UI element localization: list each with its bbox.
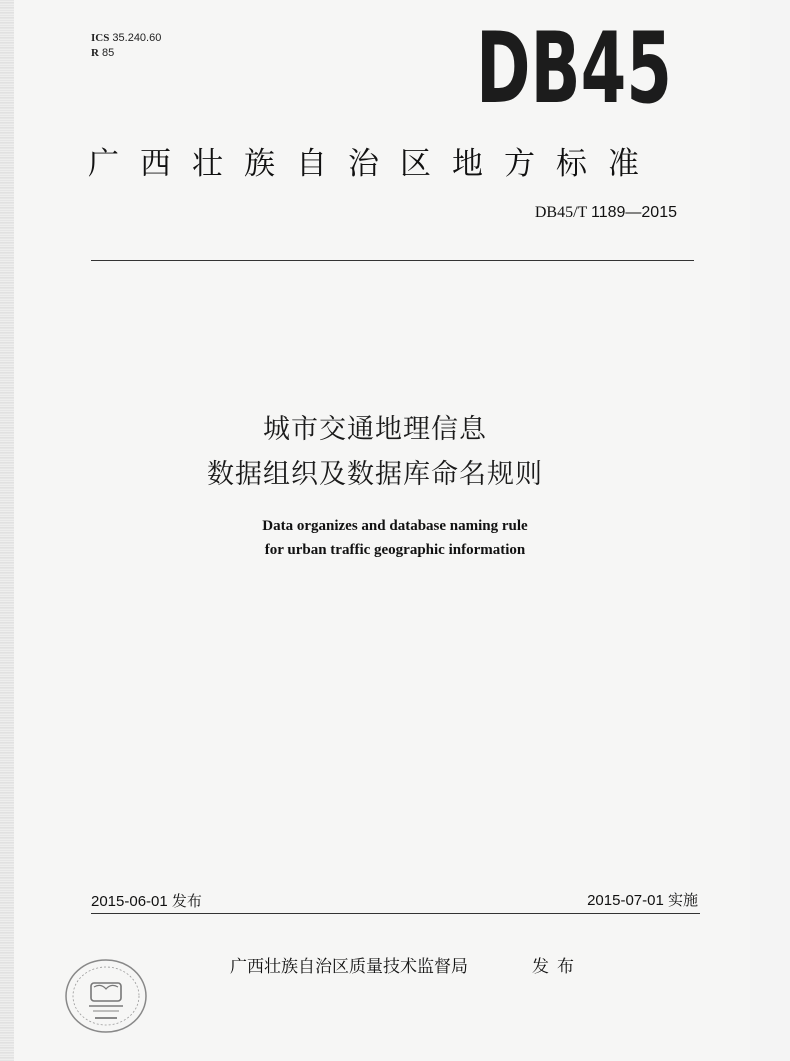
standard-number-prefix: DB45/T [534, 204, 587, 221]
issuing-authority [230, 952, 582, 977]
issuer-action: 发布 [532, 957, 582, 977]
chinese-title-line-1: 城市交通地理信息 [263, 414, 487, 445]
standard-number [535, 204, 677, 222]
implement-date-value: 2015-07-01 [587, 892, 664, 909]
publish-date-label: 发布 [171, 892, 202, 910]
implement-date [587, 889, 698, 910]
ics-code [91, 31, 161, 46]
publish-date-value: 2015-06-01 [91, 893, 168, 910]
implement-date-label: 实施 [667, 891, 698, 909]
header-divider [91, 260, 694, 261]
ics-value: 35.240.60 [112, 32, 162, 44]
db45-logo [474, 12, 674, 126]
english-title-line-1: Data organizes and database naming rule [262, 518, 528, 534]
ccs-label: R [91, 47, 99, 59]
english-title-line-2: for urban traffic geographic information [264, 542, 526, 558]
certification-seal-icon [63, 957, 149, 1035]
chinese-title-line-2: 数据组织及数据库命名规则 [207, 459, 543, 490]
classification-codes [91, 31, 161, 61]
standard-category-title: 广西壮族自治区地方标准 [88, 146, 660, 182]
ccs-code [91, 46, 161, 61]
db45-logo-text: DB45 [476, 12, 672, 126]
publish-date [91, 890, 202, 911]
ics-label: ICS [91, 32, 110, 44]
issuer-name: 广西壮族自治区质量技术监督局 [230, 957, 468, 977]
standard-number-value: 1189—2015 [591, 204, 677, 221]
footer-divider [91, 913, 700, 914]
ccs-value: 85 [102, 47, 115, 59]
